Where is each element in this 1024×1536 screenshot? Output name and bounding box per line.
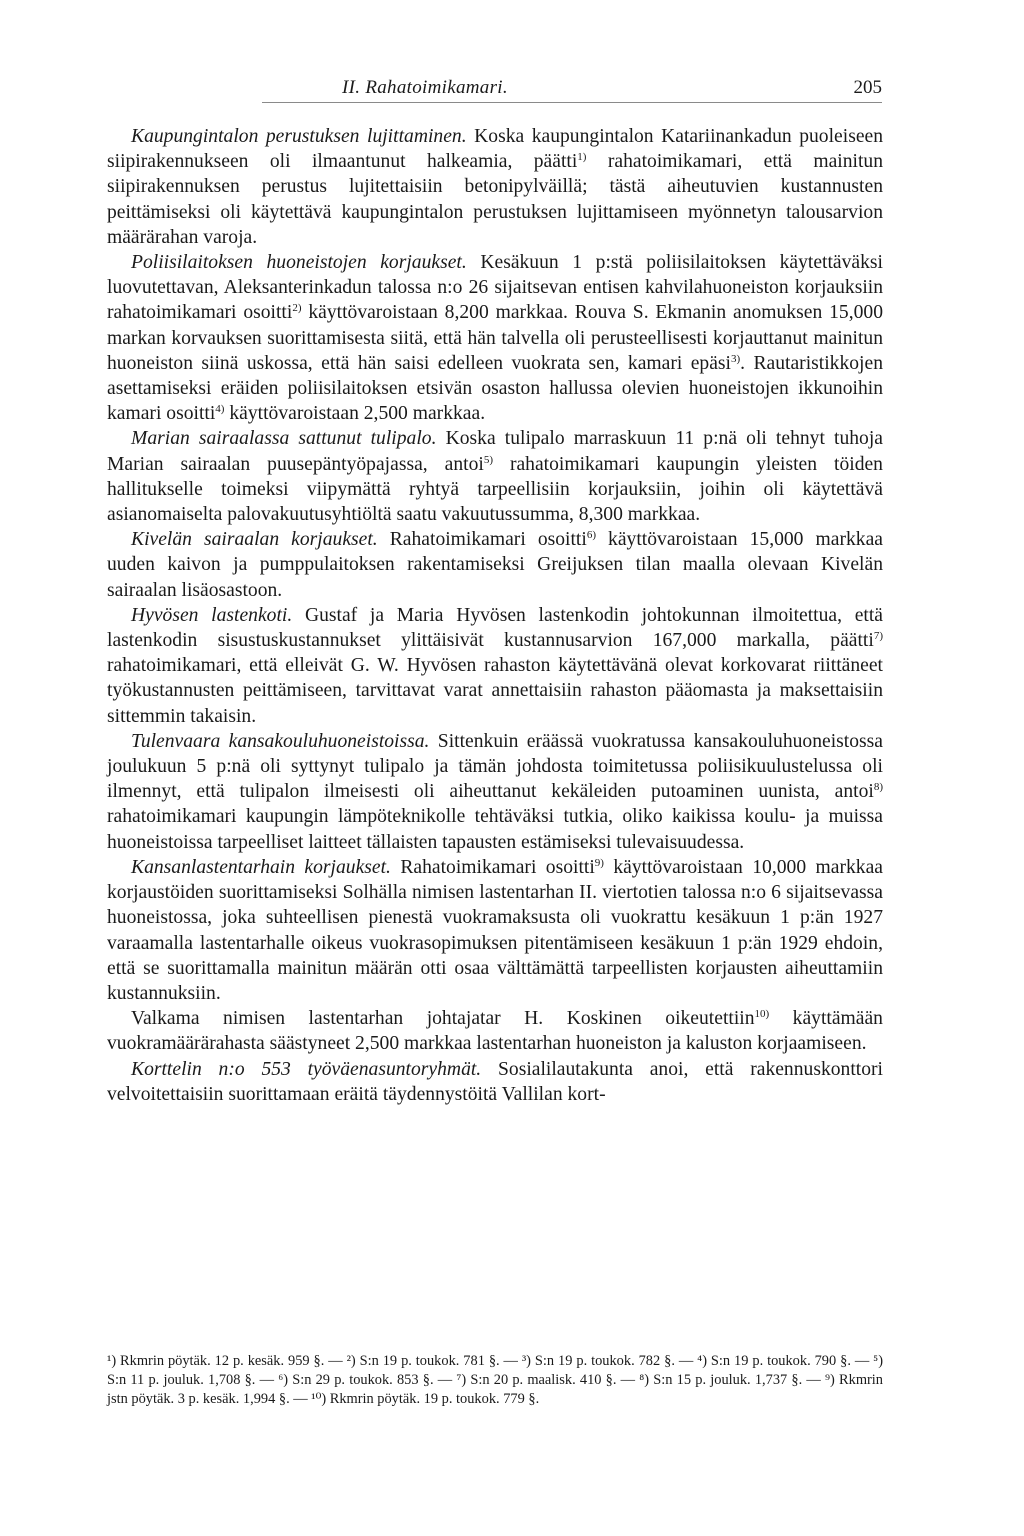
paragraph <box>107 1006 883 1056</box>
paragraph-text: käyttövaroistaan 15,000 markkaa uuden kaivon ja pumppulaitoksen rakentamiseksi Greijuksen tilan maalla olevaan Kivelän sairaalan lisäosastoon. <box>107 529 883 601</box>
footnote-ref: 9) <box>594 856 604 869</box>
paragraph-text: käyttövaroistaan 8,200 markkaa. Rouva S. Ekmanin anomuksen 15,000 markan korvauksen suorittamisesta siitä, että hän talvella oli perusteellisesti korjauttanut mainitun huoneiston siinä uskossa, että hän saisi edelleen vuokrata sen, kamari epäsi <box>107 302 883 374</box>
footnote-ref: 10) <box>754 1008 770 1021</box>
paragraph <box>107 1057 883 1107</box>
section-heading: Hyvösen lastenkoti. <box>131 604 293 626</box>
paragraph-text: Sittenkuin eräässä vuokratussa kansakouluhuoneistossa joulukuun 5 p:nä oli syttynyt tulipalo ja tämän johdosta toimitetussa poliisikuulustelussa oli ilmennyt, että tulipalon ilmeisesti oli aiheuttanut kekäleiden putoaminen uunista, antoi <box>107 730 883 803</box>
paragraph-text: Sosialilautakunta anoi, että rakennuskonttori velvoitettaisiin suorittamaan eräitä täydennystöitä Vallilan kort- <box>107 1058 883 1105</box>
footnote-ref: 6) <box>586 529 596 542</box>
paragraph-text: rahatoimikamari, että mainitun siipirakennuksen perustus lujitettaisiin betonipylväillä; tästä aiheutuvien kustannusten peittämiseksi oli käytettävä kaupungintalon perustuksen lujittamiseen myönnetyn talousarvion määrärahan varoja. <box>107 151 883 248</box>
paragraph-text: Rahatoimikamari osoitti <box>390 856 595 878</box>
paragraph-text: käyttövaroistaan 2,500 markkaa. <box>224 403 486 425</box>
section-heading: Tulenvaara kansakouluhuoneistoissa. <box>131 730 430 752</box>
footnote-ref: 2) <box>292 302 302 315</box>
footnote-ref: 3) <box>730 352 741 365</box>
footnote-ref: 1) <box>577 151 587 164</box>
paragraph-text: Valkama nimisen lastentarhan johtajatar H. Koskinen oikeutettiin <box>131 1008 755 1030</box>
page-number: 205 <box>853 77 882 98</box>
paragraph-text: käyttövaroistaan 10,000 markkaa korjaustöiden suorittamiseksi Solhälla nimisen lastentarhan II. viertotien talossa n:o 6 sijaitsevassa huoneistossa, joka suhteellisen pienestä vuokramaksusta oli vuokrattu kesäkuun 1 p:än 1927 varaamalla lastentarhalle oikeus vuokrasopimuksen pitentämiseen kesäkuun 1 p:än 1929 ehdoin, että se suorittamalla mainitun määrän otti osaa välttämättä tarpeellisten korjausten aiheuttamiin kustannuksiin. <box>107 856 883 1004</box>
paragraph <box>107 603 883 729</box>
section-heading: Korttelin n:o 553 työväenasuntoryhmät. <box>131 1058 482 1080</box>
section-heading: Kansanlastentarhain korjaukset. <box>131 856 391 878</box>
footnote-ref: 5) <box>483 453 493 466</box>
header-divider <box>262 102 882 103</box>
paragraph-text: Koska tulipalo marraskuun 11 p:nä oli tehnyt tuhoja Marian sairaalan puusepäntyöpajassa, antoi <box>107 428 883 475</box>
section-heading: Kivelän sairaalan korjaukset. <box>131 529 378 551</box>
paragraph-text: rahatoimikamari, että elleivät G. W. Hyvösen rahaston käytettävänä olevat korkovarat riittäneet työkustannusten peittämiseen, tarvittavat varat annettaisiin rahaston pääomasta ja maksettaisiin sittemmin takaisin. <box>107 655 883 727</box>
paragraph <box>107 124 883 250</box>
footnotes: ¹) Rkmrin pöytäk. 12 p. kesäk. 959 §. — ²) S:n 19 p. toukok. 781 §. — ³) S:n 19 p. toukok. 782 §. — ⁴) S:n 19 p. toukok. 790 §. — ⁵) S:n 11 p. jouluk. 1,708 §. — ⁶) S:n 29 p. toukok. 853 §. — ⁷) S:n 20 p. maalisk. 410 §. — ⁸) S:n 15 p. jouluk. 1,737 §. — ⁹) Rkmrin jstn pöytäk. 3 p. kesäk. 1,994 §. — ¹⁰) Rkmrin pöytäk. 19 p. toukok. 779 §. <box>107 1353 883 1407</box>
chapter-title: II. Rahatoimikamari. <box>342 77 508 98</box>
paragraph-text: rahatoimikamari kaupungin yleisten töiden hallitukselle toimeksi viipymättä ryhtyä tarpeellisiin korjauksiin, joihin oli käytettävä asianomaiselta palovakuutusyhtiöltä saatu vakuutussumma, 8,300 markkaa. <box>107 453 883 526</box>
paragraph <box>107 250 883 426</box>
section-heading: Kaupungintalon perustuksen lujittaminen. <box>131 126 467 147</box>
paragraph-text: Gustaf ja Maria Hyvösen lastenkodin johtokunnan ilmoitettua, että lastenkodin sisustuskustannukset ylittäisivät kustannusarvion 167,000 markalla, päätti <box>107 604 883 652</box>
footnote-ref: 7) <box>873 630 883 643</box>
paragraph-text: Koska kaupungintalon Katariinankadun puoleiseen siipirakennukseen oli ilmaantunut halkeamia, päätti <box>107 126 884 173</box>
paragraph <box>107 527 883 603</box>
footnote-ref: 8) <box>873 781 883 794</box>
paragraph-text: Rahatoimikamari osoitti <box>377 529 587 551</box>
paragraph <box>107 426 883 527</box>
paragraph-text: . Rautaristikkojen asettamiseksi eräiden poliisilaitoksen etsivän osaston hallussa olevien huoneistojen ikkunoihin kamari osoitti <box>107 352 883 425</box>
paragraph <box>107 729 883 855</box>
paragraph-text: käyttämään vuokramäärärahasta säästyneet 2,500 markkaa lastentarhan huoneiston ja kaluston korjaamiseen. <box>107 1008 883 1055</box>
section-heading: Poliisilaitoksen huoneistojen korjaukset. <box>131 252 467 274</box>
footnote-ref: 4) <box>215 403 225 416</box>
paragraph-text: rahatoimikamari kaupungin lämpöteknikolle tehtäväksi tutkia, oliko kaikissa koulu- ja muissa huoneistoissa tarpeelliset laitteet tällaisten tapausten estämiseksi tulevaisuudessa. <box>107 806 883 853</box>
paragraph-text: Kesäkuun 1 p:stä poliisilaitoksen käytettäväksi luovutettavan, Aleksanterinkadun talossa n:o 26 sijaitsevan entisen kahvilahuoneiston korjauksiin rahatoimikamari osoitti <box>107 252 883 324</box>
section-heading: Marian sairaalassa sattunut tulipalo. <box>131 428 437 450</box>
paragraph <box>107 855 883 1006</box>
body-text <box>107 124 883 1107</box>
